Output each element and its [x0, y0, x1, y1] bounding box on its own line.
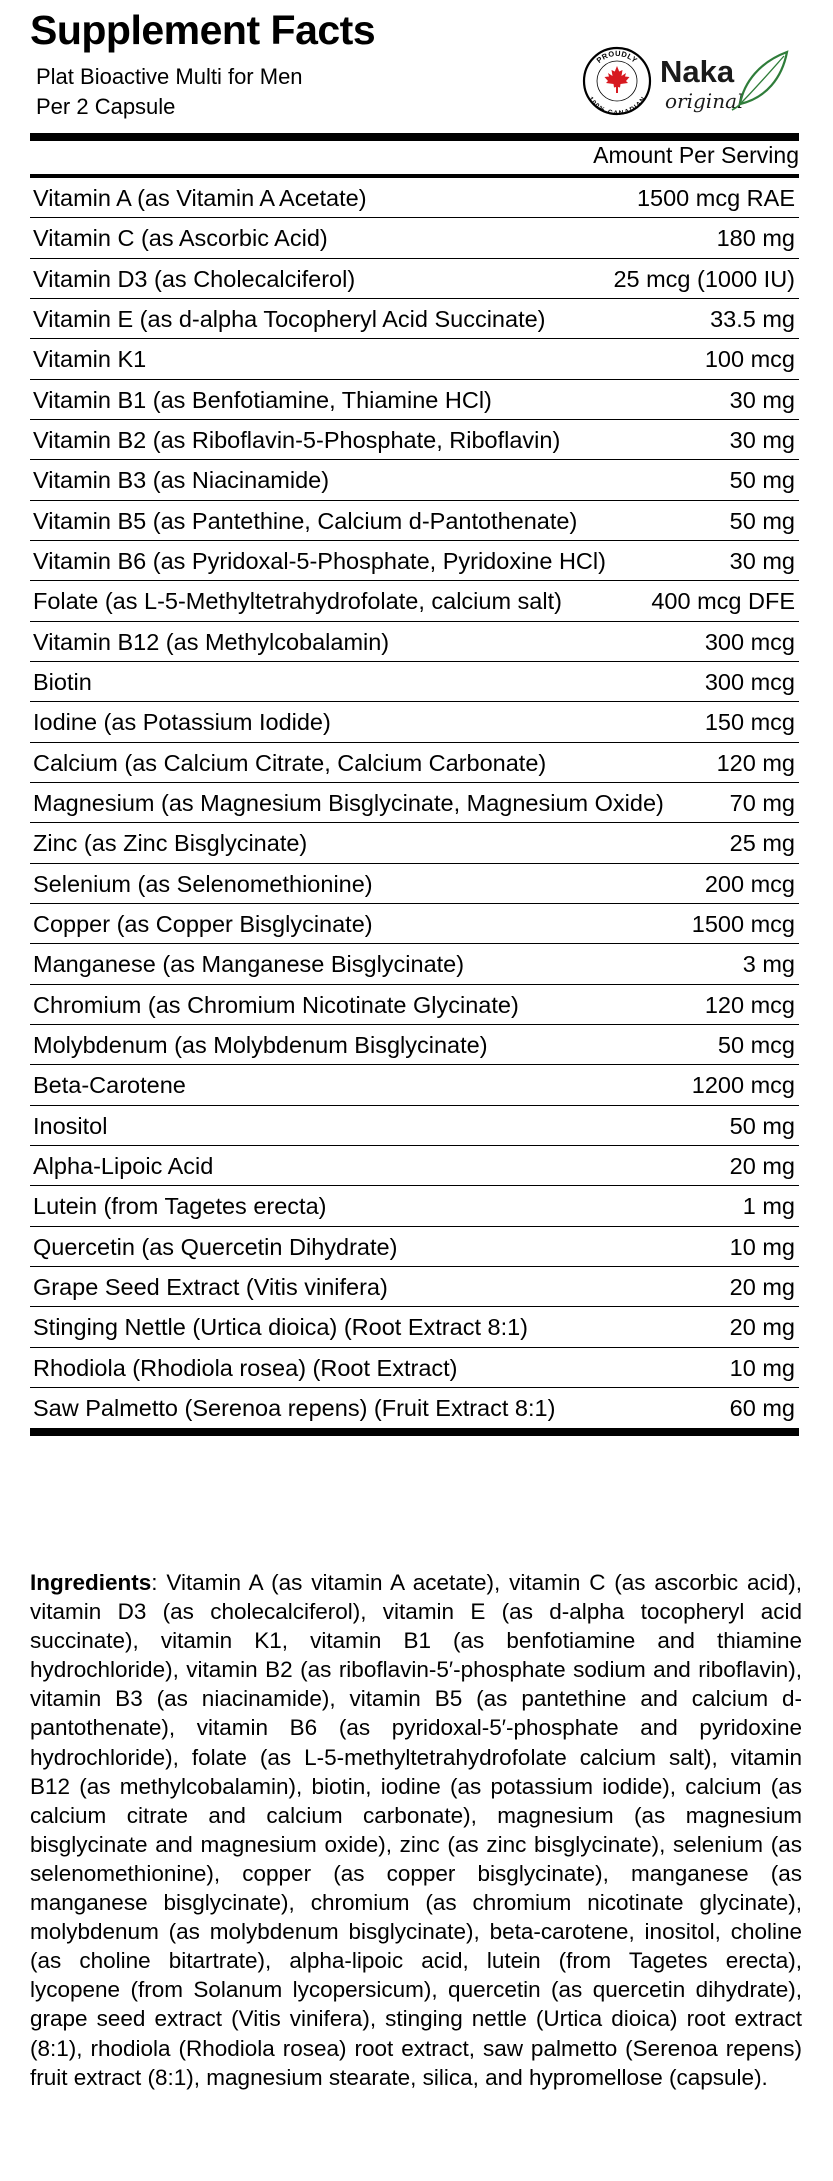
- nutrient-amount: 10 mg: [729, 1354, 795, 1381]
- nutrient-name: Vitamin E (as d-alpha Tocopheryl Acid Succinate): [33, 305, 546, 332]
- nutrient-amount: 3 mg: [742, 951, 795, 978]
- nutrient-name: Zinc (as Zinc Bisglycinate): [33, 830, 308, 857]
- nutrient-amount: 200 mcg: [704, 870, 795, 897]
- ingredients-paragraph: [30, 1568, 802, 2092]
- table-row: [30, 178, 799, 218]
- table-row: [30, 1307, 799, 1347]
- nutrient-amount: 400 mcg DFE: [651, 588, 795, 615]
- nutrient-amount: 300 mcg: [704, 668, 795, 695]
- table-row: [30, 581, 799, 621]
- table-row: [30, 1065, 799, 1105]
- nutrient-name: Biotin: [33, 668, 92, 695]
- nutrient-amount: 25 mcg (1000 IU): [613, 265, 795, 292]
- table-row: [30, 218, 799, 258]
- table-row: [30, 299, 799, 339]
- nutrient-name: Magnesium (as Magnesium Bisglycinate, Magnesium Oxide): [33, 789, 664, 816]
- table-row: [30, 662, 799, 702]
- nutrient-name: Vitamin B12 (as Methylcobalamin): [33, 628, 390, 655]
- nutrient-name: Selenium (as Selenomethionine): [33, 870, 373, 897]
- nutrient-name: Vitamin B1 (as Benfotiamine, Thiamine HCl): [33, 386, 492, 413]
- nutrient-name: Chromium (as Chromium Nicotinate Glycinate): [33, 991, 519, 1018]
- serving-size: Per 2 Capsule: [36, 94, 176, 119]
- nutrient-amount: 1200 mcg: [691, 1072, 795, 1099]
- nutrient-name: Molybdenum (as Molybdenum Bisglycinate): [33, 1031, 488, 1058]
- ingredients-label: Ingredients: [30, 1570, 152, 1595]
- ingredients-text: : Vitamin A (as vitamin A acetate), vitamin C (as ascorbic acid), vitamin D3 (as cholecalciferol), vitamin E (as d-alpha tocopheryl acid succinate), vitamin K1, vitamin B1 (as benfotiamine and thiamine hydrochloride), vitamin B2 (as riboflavin-5′-phosphate sodium and riboflavin), vitamin B3 (as niacinamide), vitamin B5 (as pantethine and calcium d-pantothenate), vitamin B6 (as pyridoxal-5′-phosphate and pyridoxine hydrochloride), folate (as L-5-methyltetrahydrofolate calcium salt), vitamin B12 (as methylcobalamin), biotin, iodine (as potassium iodide), calcium (as calcium citrate and calcium carbonate), magnesium (as magnesium bisglycinate and magnesium oxide), zinc (as zinc bisglycinate), selenium (as selenomethionine), copper (as copper bisglycinate), manganese (as manganese bisglycinate), chromium (as chromium nicotinate glycinate), molybdenum (as molybdenum bisglycinate), beta-carotene, inositol, choline (as choline bitartrate), alpha-lipoic acid, lutein (from Tagetes erecta), lycopene (from Solanum lycopersicum), quercetin (as quercetin dihydrate), grape seed extract (Vitis vinifera), stinging nettle (Urtica dioica) root extract (8:1), rhodiola (Rhodiola rosea) root extract, saw palmetto (Serenoa repens) fruit extract (8:1), magnesium stearate, silica, and hypromellose (capsule).: [30, 1570, 802, 2090]
- nutrient-amount: 10 mg: [729, 1233, 795, 1260]
- nutrient-amount: 20 mg: [729, 1314, 795, 1341]
- nutrient-amount: 1 mg: [742, 1193, 795, 1220]
- nutrient-name: Saw Palmetto (Serenoa repens) (Fruit Extract 8:1): [33, 1394, 556, 1421]
- naka-brand-text: Naka: [660, 54, 735, 89]
- table-row: [30, 339, 799, 379]
- nutrient-name: Vitamin A (as Vitamin A Acetate): [33, 185, 367, 211]
- nutrient-name: Rhodiola (Rhodiola rosea) (Root Extract): [33, 1354, 458, 1381]
- nutrient-name: Beta-Carotene: [33, 1072, 186, 1099]
- table-row: [30, 823, 799, 863]
- seal-top-text: PROUDLY: [594, 48, 640, 65]
- naka-logo-graphic: [582, 46, 792, 116]
- nutrient-name: Vitamin B5 (as Pantethine, Calcium d-Pantothenate): [33, 507, 578, 534]
- nutrient-name: Manganese (as Manganese Bisglycinate): [33, 951, 465, 978]
- nutrient-name: Folate (as L-5-Methyltetrahydrofolate, calcium salt): [33, 588, 562, 615]
- table-row: [30, 380, 799, 420]
- table-row: [30, 420, 799, 460]
- label-title: Supplement Facts: [30, 7, 376, 53]
- table-row: [30, 702, 799, 742]
- nutrient-name: Alpha-Lipoic Acid: [33, 1152, 214, 1179]
- table-row: [30, 1348, 799, 1388]
- table-row: [30, 904, 799, 944]
- nutrient-table: [30, 178, 799, 1428]
- nutrient-name: Calcium (as Calcium Citrate, Calcium Carbonate): [33, 749, 547, 776]
- nutrient-name: Vitamin K1: [33, 346, 147, 373]
- nutrient-name: Inositol: [33, 1112, 108, 1139]
- nutrient-name: Vitamin C (as Ascorbic Acid): [33, 225, 328, 252]
- bottom-divider: [30, 1428, 799, 1436]
- nutrient-name: Vitamin B6 (as Pyridoxal-5-Phosphate, Pyridoxine HCl): [33, 547, 606, 574]
- nutrient-amount: 50 mg: [729, 507, 795, 534]
- nutrient-name: Iodine (as Potassium Iodide): [33, 709, 331, 736]
- nutrient-amount: 1500 mcg RAE: [636, 185, 795, 211]
- amount-per-serving-header: Amount Per Serving: [593, 142, 799, 168]
- leaf-icon: [732, 52, 787, 110]
- nutrient-amount: 100 mcg: [704, 346, 795, 373]
- table-row: [30, 944, 799, 984]
- nutrient-amount: 50 mcg: [717, 1031, 795, 1058]
- naka-logo: [582, 46, 792, 116]
- table-row: [30, 1186, 799, 1226]
- seal-bottom-text: 100% CANADIAN: [586, 95, 648, 118]
- nutrient-amount: 30 mg: [729, 386, 795, 413]
- nutrient-name: Vitamin D3 (as Cholecalciferol): [33, 265, 356, 292]
- table-row: [30, 259, 799, 299]
- nutrient-amount: 60 mg: [729, 1394, 795, 1421]
- nutrient-name: Vitamin B2 (as Riboflavin-5-Phosphate, Riboflavin): [33, 426, 561, 453]
- table-row: [30, 1388, 799, 1428]
- table-row: [30, 985, 799, 1025]
- table-row: [30, 743, 799, 783]
- nutrient-name: Lutein (from Tagetes erecta): [33, 1193, 327, 1220]
- product-name: Plat Bioactive Multi for Men: [36, 64, 303, 89]
- nutrient-amount: 50 mg: [729, 1112, 795, 1139]
- nutrient-name: Grape Seed Extract (Vitis vinifera): [33, 1273, 388, 1300]
- nutrient-name: Vitamin B3 (as Niacinamide): [33, 467, 330, 494]
- nutrient-amount: 150 mcg: [704, 709, 795, 736]
- nutrient-amount: 120 mg: [716, 749, 795, 776]
- table-row: [30, 622, 799, 662]
- nutrient-amount: 1500 mcg: [691, 910, 795, 937]
- table-row: [30, 501, 799, 541]
- table-row: [30, 1106, 799, 1146]
- naka-tagline-text: original: [665, 89, 744, 113]
- canadian-seal: [584, 48, 650, 117]
- nutrient-amount: 50 mg: [729, 467, 795, 494]
- table-row: [30, 1267, 799, 1307]
- nutrient-amount: 20 mg: [729, 1273, 795, 1300]
- nutrient-amount: 180 mg: [716, 225, 795, 252]
- nutrient-amount: 20 mg: [729, 1152, 795, 1179]
- nutrient-amount: 120 mcg: [704, 991, 795, 1018]
- table-row: [30, 1025, 799, 1065]
- nutrient-name: Copper (as Copper Bisglycinate): [33, 910, 373, 937]
- table-row: [30, 1146, 799, 1186]
- nutrient-amount: 70 mg: [729, 789, 795, 816]
- nutrient-amount: 25 mg: [729, 830, 795, 857]
- nutrient-amount: 30 mg: [729, 547, 795, 574]
- nutrient-name: Quercetin (as Quercetin Dihydrate): [33, 1233, 398, 1260]
- table-row: [30, 1227, 799, 1267]
- nutrient-amount: 300 mcg: [704, 628, 795, 655]
- table-row: [30, 460, 799, 500]
- nutrient-name: Stinging Nettle (Urtica dioica) (Root Extract 8:1): [33, 1314, 528, 1341]
- nutrient-amount: 33.5 mg: [710, 305, 795, 332]
- table-row: [30, 864, 799, 904]
- nutrient-amount: 30 mg: [729, 426, 795, 453]
- table-row: [30, 541, 799, 581]
- table-row: [30, 783, 799, 823]
- top-divider: [30, 133, 799, 141]
